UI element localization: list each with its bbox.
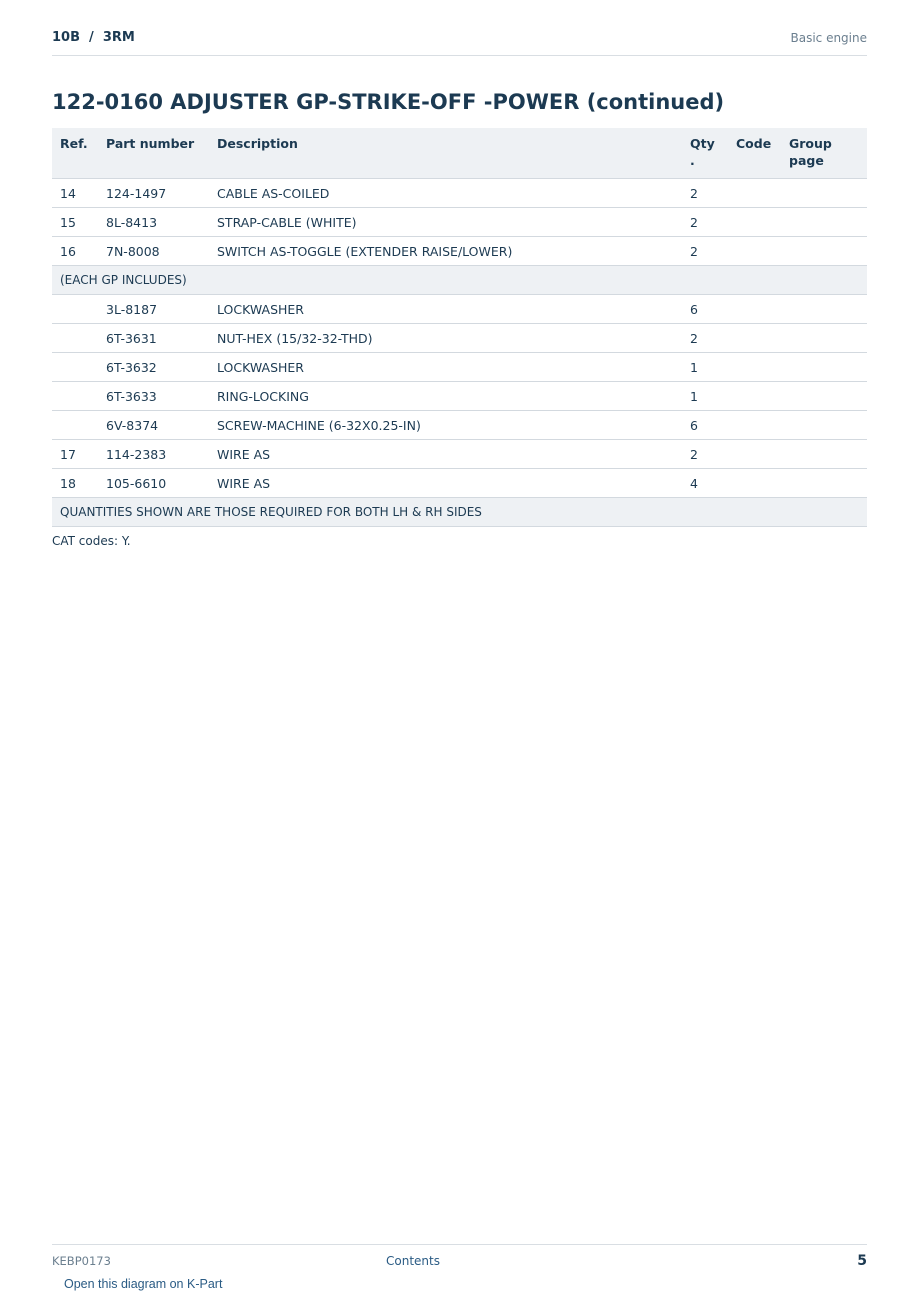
table-row	[52, 295, 867, 324]
cell-group-page	[781, 382, 867, 411]
table-header-row	[52, 128, 867, 179]
cell-group-page	[781, 237, 867, 266]
note-text: (EACH GP INCLUDES)	[52, 266, 867, 295]
table-row	[52, 353, 867, 382]
table-row	[52, 208, 867, 237]
column-header-qty	[682, 128, 728, 179]
cell-ref	[52, 353, 98, 382]
cell-qty: 2	[682, 208, 728, 237]
table-row	[52, 237, 867, 266]
cell-group-page	[781, 469, 867, 498]
column-header-qty-line2: .	[690, 153, 695, 168]
cat-codes: CAT codes: Y.	[52, 534, 131, 548]
contents-link[interactable]: Contents	[386, 1254, 440, 1268]
cell-description: CABLE AS-COILED	[209, 179, 682, 208]
page-title-main: 122-0160 ADJUSTER GP-STRIKE-OFF -POWER	[52, 90, 580, 114]
cell-description: WIRE AS	[209, 469, 682, 498]
cell-ref	[52, 324, 98, 353]
note-text: QUANTITIES SHOWN ARE THOSE REQUIRED FOR BOTH LH & RH SIDES	[52, 498, 867, 527]
cell-code	[728, 382, 781, 411]
cell-description: SWITCH AS-TOGGLE (EXTENDER RAISE/LOWER)	[209, 237, 682, 266]
cell-group-page	[781, 440, 867, 469]
cell-code	[728, 179, 781, 208]
model-label: 10B / 3RM	[52, 30, 135, 45]
table-row	[52, 382, 867, 411]
cell-qty: 2	[682, 324, 728, 353]
cell-code	[728, 353, 781, 382]
cell-part-number: 6T-3633	[98, 382, 209, 411]
table-row	[52, 469, 867, 498]
cell-description: LOCKWASHER	[209, 295, 682, 324]
cell-ref: 14	[52, 179, 98, 208]
cell-code	[728, 295, 781, 324]
cell-description: LOCKWASHER	[209, 353, 682, 382]
table-row	[52, 179, 867, 208]
cell-group-page	[781, 295, 867, 324]
cell-part-number: 7N-8008	[98, 237, 209, 266]
parts-table	[52, 128, 867, 527]
cell-group-page	[781, 324, 867, 353]
table-row	[52, 411, 867, 440]
cell-qty: 1	[682, 353, 728, 382]
cell-part-number: 3L-8187	[98, 295, 209, 324]
column-header-qty-line1: Qty	[690, 136, 715, 151]
cell-description: RING-LOCKING	[209, 382, 682, 411]
column-header-part-number: Part number	[98, 128, 209, 179]
cell-qty: 1	[682, 382, 728, 411]
cell-group-page	[781, 179, 867, 208]
cell-description: NUT-HEX (15/32-32-THD)	[209, 324, 682, 353]
cell-ref: 17	[52, 440, 98, 469]
section-label: Basic engine	[790, 31, 867, 45]
cell-ref: 15	[52, 208, 98, 237]
document-id: KEBP0173	[52, 1254, 111, 1268]
cell-code	[728, 440, 781, 469]
table-row	[52, 324, 867, 353]
cell-code	[728, 469, 781, 498]
cell-qty: 2	[682, 237, 728, 266]
page-header	[52, 28, 867, 56]
column-header-description: Description	[209, 128, 682, 179]
page-footer	[52, 1244, 867, 1269]
cell-part-number: 6T-3631	[98, 324, 209, 353]
cell-qty: 2	[682, 440, 728, 469]
cell-group-page	[781, 208, 867, 237]
cell-code	[728, 411, 781, 440]
cell-code	[728, 324, 781, 353]
column-header-group-page-line2: page	[789, 153, 824, 168]
cell-part-number: 114-2383	[98, 440, 209, 469]
cell-part-number: 6V-8374	[98, 411, 209, 440]
cell-qty: 4	[682, 469, 728, 498]
cell-ref	[52, 382, 98, 411]
page-number: 5	[857, 1253, 867, 1269]
page-title-suffix: (continued)	[586, 90, 725, 114]
cell-part-number: 8L-8413	[98, 208, 209, 237]
open-kpart-link[interactable]: Open this diagram on K-Part	[64, 1277, 223, 1291]
cell-description: WIRE AS	[209, 440, 682, 469]
cell-part-number: 6T-3632	[98, 353, 209, 382]
cell-part-number: 105-6610	[98, 469, 209, 498]
table-note-row	[52, 498, 867, 527]
cell-part-number: 124-1497	[98, 179, 209, 208]
cell-qty: 6	[682, 411, 728, 440]
cell-group-page	[781, 353, 867, 382]
cell-qty: 2	[682, 179, 728, 208]
cell-ref	[52, 411, 98, 440]
table-row	[52, 440, 867, 469]
column-header-code: Code	[728, 128, 781, 179]
column-header-ref: Ref.	[52, 128, 98, 179]
column-header-group-page	[781, 128, 867, 179]
cell-ref: 18	[52, 469, 98, 498]
cell-description: SCREW-MACHINE (6-32X0.25-IN)	[209, 411, 682, 440]
cell-qty: 6	[682, 295, 728, 324]
table-note-row	[52, 266, 867, 295]
cell-ref	[52, 295, 98, 324]
page-title	[52, 90, 724, 114]
cell-group-page	[781, 411, 867, 440]
cell-code	[728, 237, 781, 266]
cell-description: STRAP-CABLE (WHITE)	[209, 208, 682, 237]
cell-code	[728, 208, 781, 237]
column-header-group-page-line1: Group	[789, 136, 832, 151]
cell-ref: 16	[52, 237, 98, 266]
